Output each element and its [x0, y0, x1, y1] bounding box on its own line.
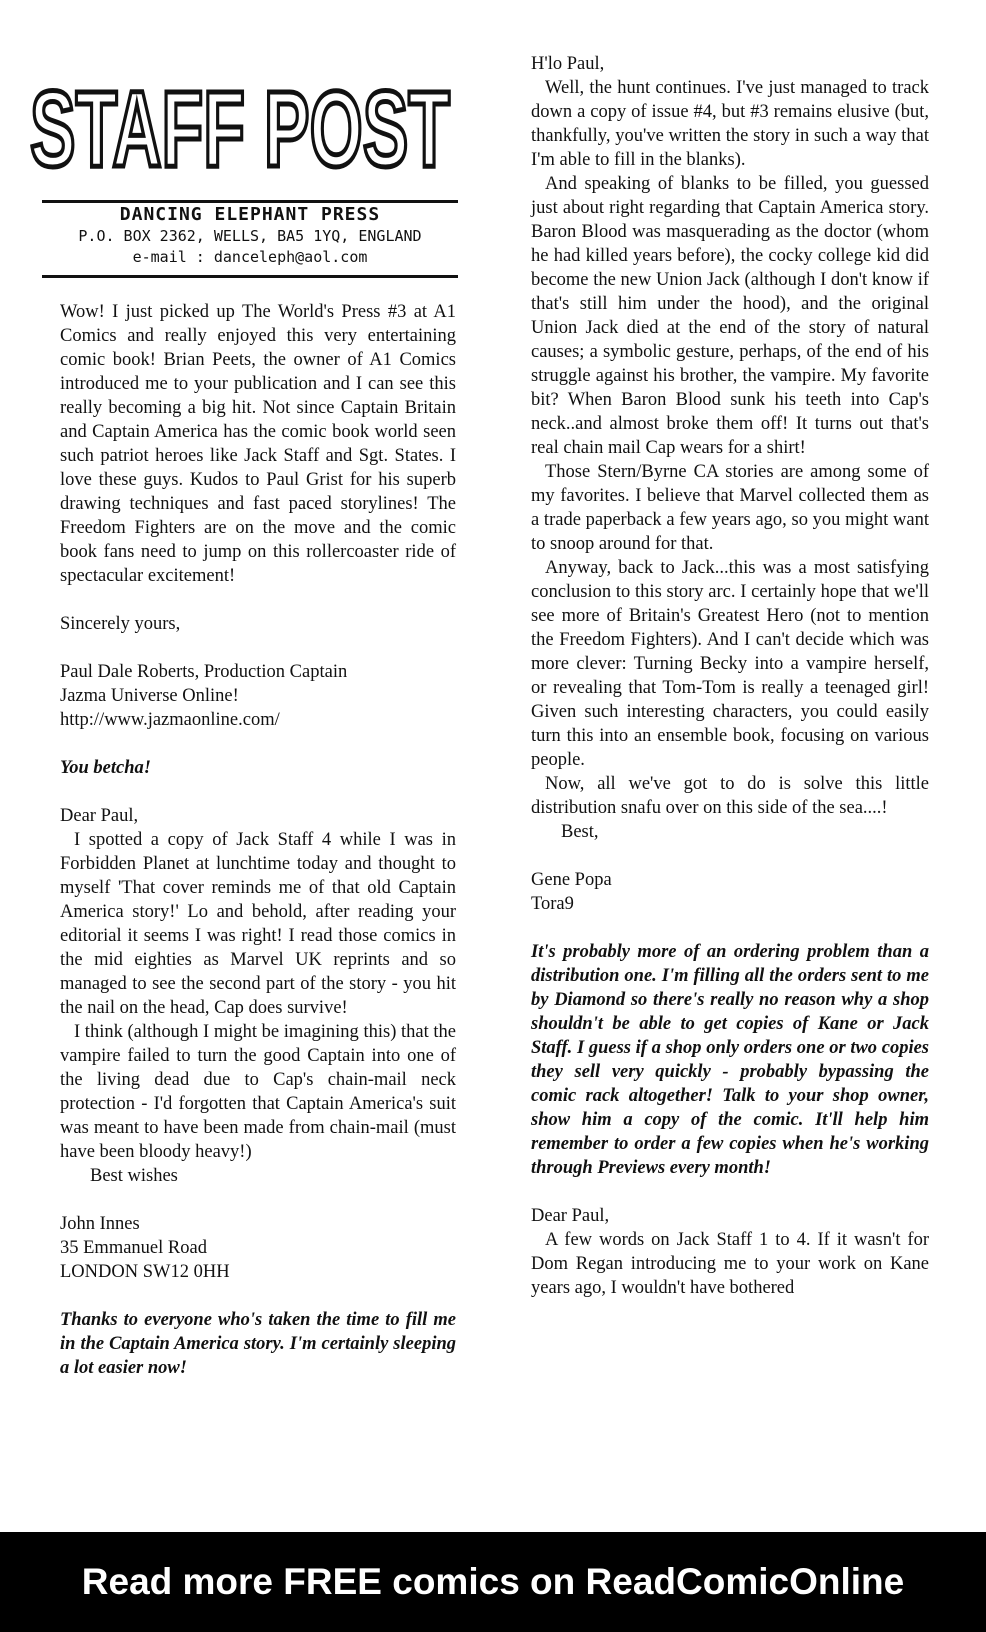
letter3-paragraph-1: Well, the hunt continues. I've just managed to track down a copy of issue #4, but #3 remains elusive (but, thankfully, you've written the story in such a way that I'm able to fill in the blanks).	[531, 78, 929, 170]
letter1-closing: Sincerely yours,	[60, 614, 181, 634]
promo-banner[interactable]	[0, 1532, 986, 1632]
right-column	[531, 52, 929, 1300]
editor-reply-3: It's probably more of an ordering problem than a distribution one. I'm filling all the orders sent to me by Diamond so there's really no reason why a shop shouldn't be able to get copies of Kane or Jack Staff. I guess if a shop only orders one or two copies they sell very quickly - probably bypassing the comic rack altogether! Talk to your shop owner, show him a copy of the comic. It'll help him remember to order a few copies when he's working through Previews every month!	[531, 942, 929, 1178]
letter3-greeting: H'lo Paul,	[531, 54, 605, 74]
letter4-greeting: Dear Paul,	[531, 1206, 610, 1226]
letter3-paragraph-3: Those Stern/Byrne CA stories are among some of my favorites. I believe that Marvel collected them as a trade paperback a few years ago, so you might want to snoop around for that.	[531, 462, 929, 554]
press-info	[42, 204, 458, 268]
promo-banner-text[interactable]: Read more FREE comics on ReadComicOnline	[81, 1561, 905, 1602]
letter2-signature-address-1: 35 Emmanuel Road	[60, 1238, 207, 1258]
editor-reply-2: Thanks to everyone who's taken the time to fill me in the Captain America story. I'm certainly sleeping a lot easier now!	[60, 1310, 456, 1378]
masthead	[20, 48, 460, 198]
editor-reply-1: You betcha!	[60, 758, 151, 778]
press-email: e-mail : danceleph@aol.com	[132, 248, 368, 266]
letter3-closing: Best,	[561, 822, 599, 842]
letter2-greeting: Dear Paul,	[60, 806, 139, 826]
press-name: DANCING ELEPHANT PRESS	[119, 204, 381, 225]
letter2-paragraph-1: I spotted a copy of Jack Staff 4 while I was in Forbidden Planet at lunchtime today and thought to myself 'That cover reminds me of that old Captain America story!' Lo and behold, after reading your editorial it seems I was right! I read those comics in the mid eighties as Marvel UK reprints and so managed to see the second part of the story - you hit the nail on the head, Cap does survive!	[60, 830, 456, 1018]
letter1-signature-org: Jazma Universe Online!	[60, 686, 239, 706]
letter3-paragraph-4: Anyway, back to Jack...this was a most satisfying conclusion to this story arc. I certainly hope that we'll see more of Britain's Greatest Hero (not to mention the Freedom Fighters). And I can't decide which was more clever: Turning Becky into a vampire herself, or revealing that Tom-Tom is really a teenaged girl! Given such interesting characters, you could easily turn this into an ensemble book, focusing on various people.	[531, 558, 929, 770]
letter3-signature-handle: Tora9	[531, 894, 574, 914]
letter3-signature-name: Gene Popa	[531, 870, 612, 890]
letter1-body: Wow! I just picked up The World's Press #3 at A1 Comics and really enjoyed this very entertaining comic book! Brian Peets, the owner of A1 Comics introduced me to your publication and I can see this really becoming a big hit. Not since Captain Britain and Captain America has the comic book world seen such patriot heroes like Jack Staff and Sgt. States. I love these guys. Kudos to Paul Grist for his superb drawing techniques and fast paced storylines! The Freedom Fighters are on the move and the comic book fans need to jump on this rollercoaster ride of spectacular excitement!	[60, 302, 456, 586]
letter1-signature-name: Paul Dale Roberts, Production Captain	[60, 662, 348, 682]
letter3-paragraph-2: And speaking of blanks to be filled, you guessed just about right regarding that Captain America story. Baron Blood was masquerading as the doctor (whom he had killed years before), the cocky college kid did become the new Union Jack (although I don't know if that's still him under the hood), and the original Union Jack died at the end of the story of natural causes; a symbolic gesture, perhaps, of the end of his struggle against his brother, the vampire. My favorite bit? When Baron Blood sunk his teeth into Cap's neck..and almost broke them off! It turns out that's real chain mail Cap wears for a shirt!	[531, 174, 929, 458]
letter3-paragraph-5: Now, all we've got to do is solve this little distribution snafu over on this side of the sea....!	[531, 774, 929, 818]
staff-post-logo	[20, 48, 460, 188]
letter2-paragraph-2: I think (although I might be imagining this) that the vampire failed to turn the good Captain into one of the living dead due to Cap's chain-mail neck protection - I'd forgotten that Captain America's suit was meant to have been made from chain-mail (must have been bloody heavy!)	[60, 1022, 456, 1162]
letter2-signature-name: John Innes	[60, 1214, 140, 1234]
press-address: P.O. BOX 2362, WELLS, BA5 1YQ, ENGLAND	[78, 227, 422, 245]
masthead-rule-top	[42, 200, 458, 203]
left-column	[60, 300, 456, 1380]
masthead-rule-bottom	[42, 275, 458, 278]
letter2-closing: Best wishes	[90, 1166, 178, 1186]
letter4-paragraph-1: A few words on Jack Staff 1 to 4. If it wasn't for Dom Regan introducing me to your work on Kane years ago, I wouldn't have bothered	[531, 1230, 929, 1298]
logo-text: STAFF POST	[30, 68, 450, 188]
letter1-signature-url: http://www.jazmaonline.com/	[60, 710, 280, 730]
letter2-signature-address-2: LONDON SW12 0HH	[60, 1262, 230, 1282]
